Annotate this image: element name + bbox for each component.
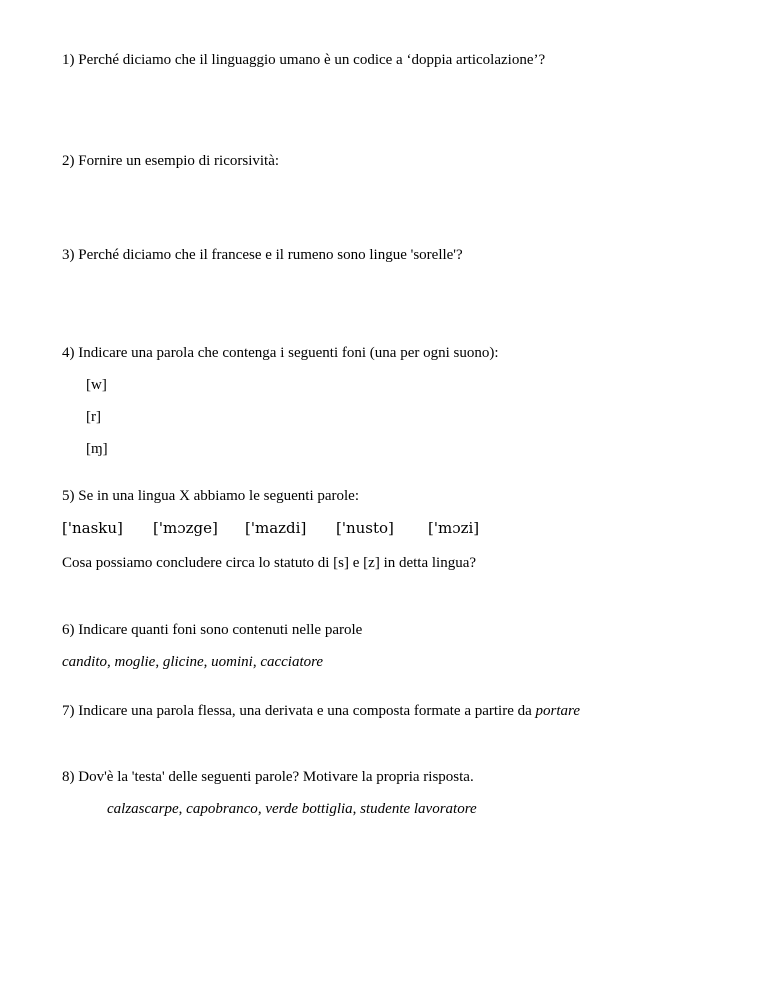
separator: , — [203, 654, 212, 670]
question-8: 8) Dov'è la 'testa' delle seguenti parole? Motivare la propria risposta. — [62, 769, 474, 785]
separator: , — [178, 801, 187, 817]
q8-word: studente lavoratore — [360, 801, 477, 817]
separator: , — [257, 801, 266, 817]
q5-word: ['mɔzi] — [428, 519, 480, 537]
q8-word-list — [107, 800, 477, 818]
question-4: 4) Indicare una parola che contenga i seguenti foni (una per ogni suono): — [62, 345, 499, 361]
question-5: 5) Se in una lingua X abbiamo le seguenti parole: — [62, 488, 360, 504]
q6-word: cacciatore — [260, 654, 324, 670]
question-5-followup: Cosa possiamo concludere circa lo statuto di [s] e [z] in detta lingua? — [62, 555, 477, 571]
question-7-word: portare — [535, 703, 580, 719]
question-3: 3) Perché diciamo che il francese e il rumeno sono lingue 'sorelle'? — [62, 247, 463, 263]
q6-word: candito — [62, 654, 107, 670]
q6-word-list — [62, 653, 323, 671]
q6-word: moglie — [114, 654, 156, 670]
question-7 — [62, 702, 580, 720]
q6-word: uomini — [211, 654, 253, 670]
separator: , — [107, 654, 115, 670]
q5-word: ['mazdi] — [245, 519, 307, 537]
q8-word: capobranco — [186, 801, 258, 817]
question-6: 6) Indicare quanti foni sono contenuti nelle parole — [62, 622, 363, 638]
q6-word: glicine — [162, 654, 204, 670]
q5-word: ['nusto] — [336, 519, 394, 537]
phone-w: [w] — [86, 377, 107, 393]
separator: , — [155, 654, 163, 670]
q8-word: verde bottiglia — [265, 801, 353, 817]
q5-word: ['nasku] — [62, 519, 123, 537]
question-1: 1) Perché diciamo che il linguaggio umano è un codice a ‘doppia articolazione’? — [62, 52, 546, 68]
q8-word: calzascarpe — [107, 801, 179, 817]
q5-word: ['mɔzge] — [153, 519, 218, 537]
question-2: 2) Fornire un esempio di ricorsività: — [62, 153, 280, 169]
phone-r: [r] — [86, 409, 101, 425]
separator: , — [352, 801, 361, 817]
question-7-text: 7) Indicare una parola flessa, una derivata e una composta formate a partire da — [62, 703, 536, 719]
phone-labiodental-nasal: [ɱ] — [86, 441, 108, 457]
separator: , — [252, 654, 261, 670]
